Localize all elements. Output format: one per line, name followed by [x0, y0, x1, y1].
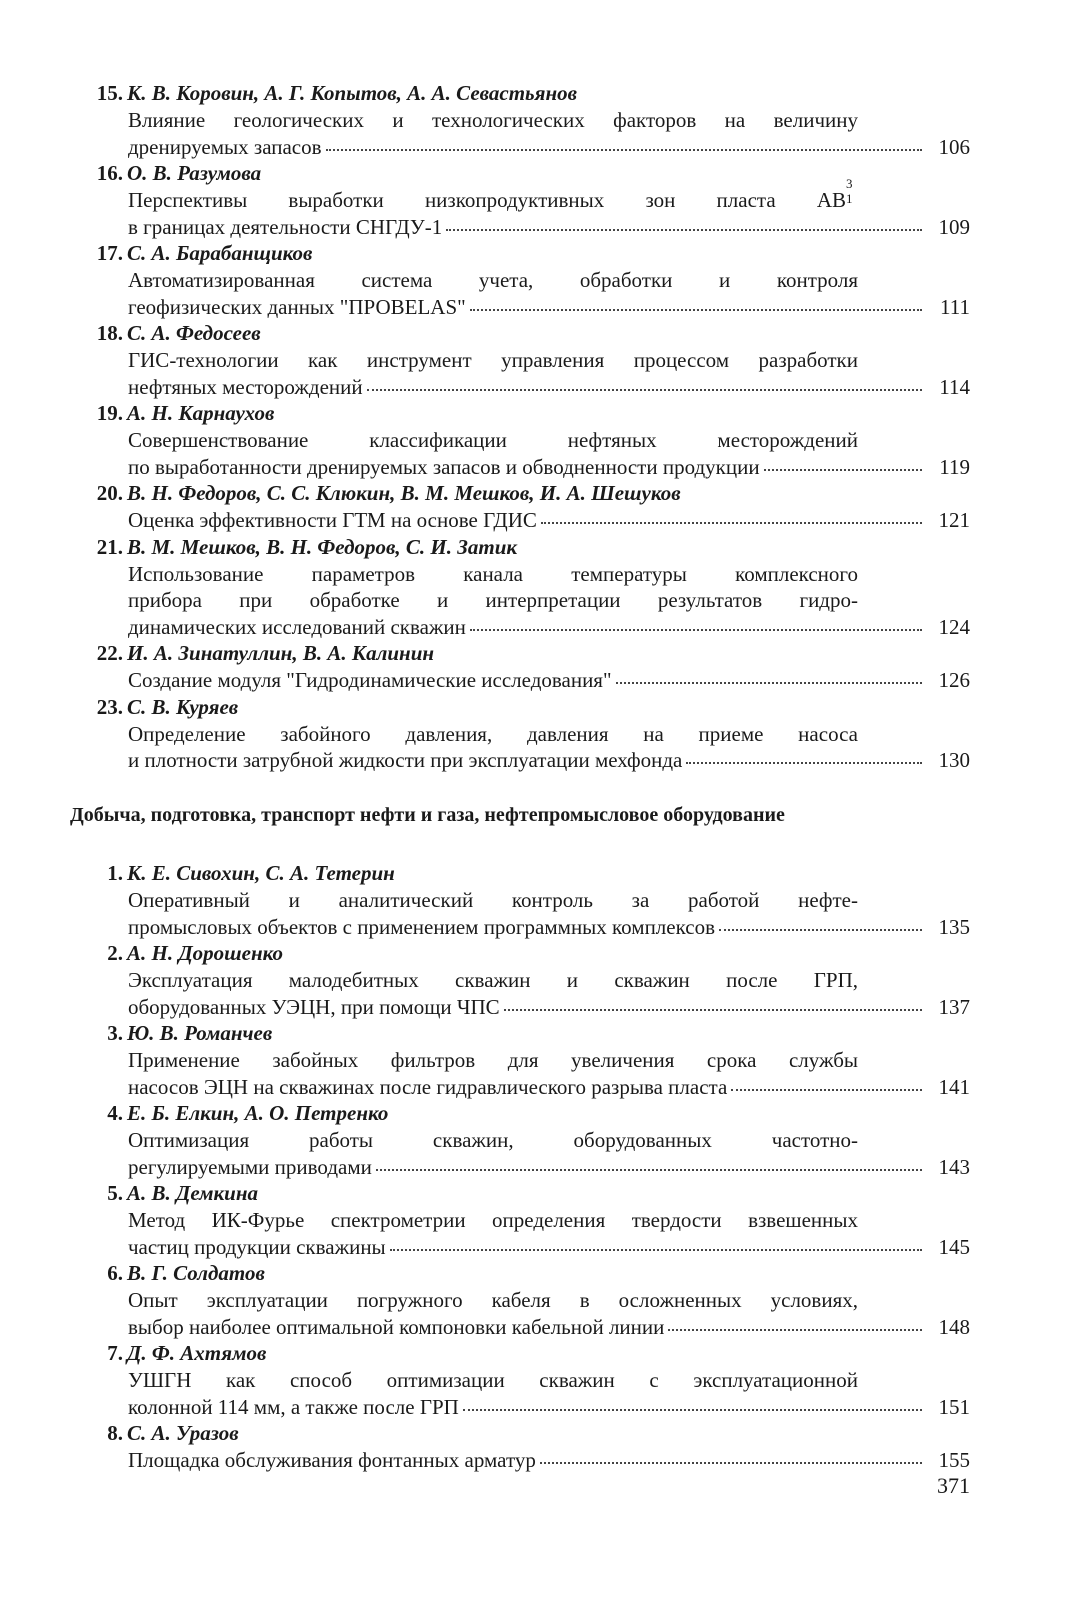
entry-title-text: выбор наиболее оптимальной компоновки кабельной линии	[128, 1314, 665, 1339]
entry-title-text: колонной 114 мм, а также после ГРП	[128, 1394, 459, 1419]
entry-title-last-line	[80, 914, 970, 941]
entry-page-number: 151	[938, 1394, 970, 1419]
entry-page-number: 114	[939, 374, 970, 399]
toc-entry	[80, 480, 970, 534]
entry-page-number: 106	[938, 134, 970, 159]
entry-number: 8.	[107, 1421, 123, 1445]
entry-title-line	[80, 427, 970, 454]
entry-authors: В. Г. Солдатов	[127, 1261, 265, 1285]
entry-number: 7.	[107, 1341, 123, 1365]
entry-heading	[80, 1260, 970, 1287]
entry-page-number: 124	[938, 614, 970, 639]
entry-page-number: 137	[938, 994, 970, 1019]
entry-title-last-line	[80, 614, 970, 641]
entry-title-text: насосов ЭЦН на скважинах после гидравлического разрыва пласта	[128, 1074, 728, 1099]
entry-heading	[80, 320, 970, 347]
entry-authors: О. В. Разумова	[127, 161, 262, 185]
entry-title-line	[80, 107, 970, 134]
entry-title-text: Эксплуатация малодебитных скважин и скважин после ГРП,	[128, 968, 858, 992]
entry-page-number: 111	[940, 294, 970, 319]
entry-authors: Д. Ф. Ахтямов	[127, 1341, 267, 1365]
entry-title-text: регулируемыми приводами	[128, 1154, 372, 1179]
entry-title-last-line	[80, 667, 970, 694]
formula-subscript: 1	[846, 191, 853, 206]
dot-leader	[446, 228, 922, 231]
entry-title-text: промысловых объектов с применением программных комплексов	[128, 914, 716, 939]
entry-authors: С. А. Уразов	[127, 1421, 239, 1445]
entry-title-text: частиц продукции скважины	[128, 1234, 386, 1259]
entry-title-line	[80, 347, 970, 374]
entry-title-last-line	[80, 294, 970, 321]
entry-title-line	[80, 267, 970, 294]
page-number: 371	[937, 1473, 970, 1498]
dot-leader	[616, 681, 922, 684]
entry-authors: К. В. Коровин, А. Г. Копытов, А. А. Севастьянов	[127, 81, 577, 105]
toc-entry	[80, 694, 970, 774]
entry-title-line	[80, 1207, 970, 1234]
entry-title-last-line	[80, 994, 970, 1021]
dot-leader	[686, 761, 922, 764]
toc-entry	[80, 534, 970, 641]
section-heading: Добыча, подготовка, транспорт нефти и газа, нефтепромысловое оборудование	[70, 804, 785, 826]
entry-number: 20.	[96, 481, 123, 505]
dot-leader	[376, 1168, 922, 1171]
entry-authors: В. М. Мешков, В. Н. Федоров, С. И. Затик	[127, 534, 518, 559]
dot-leader	[764, 468, 922, 471]
entry-authors: С. А. Федосеев	[127, 321, 261, 345]
entry-heading	[80, 480, 970, 507]
entry-title-text: Применение забойных фильтров для увеличения срока службы	[128, 1048, 858, 1072]
formula-index	[846, 176, 856, 207]
dot-leader	[470, 308, 922, 311]
toc-entry	[80, 860, 970, 940]
entry-number: 21.	[96, 534, 123, 559]
entry-number: 6.	[107, 1261, 123, 1285]
entry-title-text: ГИС-технологии как инструмент управления процессом разработки	[128, 348, 858, 372]
entry-number: 15.	[96, 81, 123, 105]
toc-entry	[80, 240, 970, 320]
entry-title-line	[80, 721, 970, 748]
entry-title-last-line	[80, 1314, 970, 1341]
entry-heading	[80, 160, 970, 187]
entry-title-text: Оптимизация работы скважин, оборудованных частотно-	[128, 1128, 858, 1152]
entry-authors: А. В. Демкина	[127, 1181, 259, 1205]
entry-title-line	[80, 1367, 970, 1394]
entry-title-text: прибора при обработке и интерпретации результатов гидро-	[128, 588, 858, 612]
entry-title-last-line	[80, 214, 970, 241]
entry-page-number: 121	[938, 508, 970, 532]
entry-title-line	[80, 1047, 970, 1074]
entry-title-text: нефтяных месторождений	[128, 374, 363, 399]
entry-title-text: Определение забойного давления, давления на приеме насоса	[128, 721, 858, 746]
entry-page-number: 135	[938, 914, 970, 939]
dot-leader	[326, 148, 922, 151]
entry-title-line	[80, 176, 970, 214]
toc-list-section-1	[80, 80, 970, 774]
toc-entry	[80, 1100, 970, 1180]
entry-heading	[80, 1420, 970, 1447]
toc-entry	[80, 940, 970, 1020]
entry-page-number: 126	[938, 668, 970, 692]
entry-number: 19.	[96, 401, 123, 425]
entry-title-line	[80, 887, 970, 914]
entry-page-number: 119	[939, 454, 970, 479]
entry-title-line	[80, 587, 970, 614]
entry-title-text: и плотности затрубной жидкости при эксплуатации мехфонда	[128, 748, 683, 772]
entry-heading	[80, 1100, 970, 1127]
entry-title-last-line	[80, 1447, 970, 1474]
entry-heading	[80, 240, 970, 267]
entry-title-text: по выработанности дренируемых запасов и обводненности продукции	[128, 454, 760, 479]
entry-number: 16.	[96, 161, 123, 185]
toc-entry	[80, 320, 970, 400]
entry-title-text: оборудованных УЭЦН, при помощи ЧПС	[128, 994, 500, 1019]
entry-title-text: Влияние геологических и технологических факторов на величину	[128, 108, 858, 132]
entry-title-text: Оперативный и аналитический контроль за работой нефте-	[128, 888, 858, 912]
entry-title-last-line	[80, 1074, 970, 1101]
dot-leader	[731, 1088, 922, 1091]
entry-number: 18.	[96, 321, 123, 345]
entry-authors: И. А. Зинатуллин, В. А. Калинин	[127, 641, 435, 665]
entry-authors: А. Н. Дорошенко	[127, 941, 284, 965]
dot-leader	[540, 1461, 922, 1464]
toc-entry	[80, 1340, 970, 1420]
entry-page-number: 130	[938, 748, 970, 772]
entry-heading	[80, 640, 970, 667]
dot-leader	[470, 628, 922, 631]
entry-title-text: Совершенствование классификации нефтяных месторождений	[128, 428, 858, 452]
dot-leader	[719, 928, 922, 931]
toc-entry	[80, 1180, 970, 1260]
entry-title-text: УШГН как способ оптимизации скважин с эксплуатационной	[128, 1368, 858, 1392]
toc-entry	[80, 1260, 970, 1340]
entry-number: 3.	[107, 1021, 123, 1045]
entry-title-line	[80, 1127, 970, 1154]
entry-page-number: 145	[938, 1234, 970, 1259]
entry-number: 17.	[96, 241, 123, 265]
entry-number: 1.	[107, 861, 123, 885]
dot-leader	[367, 388, 922, 391]
entry-title-last-line	[80, 507, 970, 534]
dot-leader	[504, 1008, 922, 1011]
entry-number: 5.	[107, 1181, 123, 1205]
entry-authors: К. Е. Сивохин, С. А. Тетерин	[127, 861, 395, 885]
entry-heading	[80, 400, 970, 427]
entry-title-last-line	[80, 1154, 970, 1181]
entry-title-line	[80, 561, 970, 588]
entry-heading	[80, 1020, 970, 1047]
entry-title-last-line	[80, 1394, 970, 1421]
entry-authors: С. В. Куряев	[127, 694, 239, 719]
entry-title-last-line	[80, 134, 970, 161]
entry-title-line	[80, 967, 970, 994]
dot-leader	[541, 521, 922, 524]
toc-list-section-2	[80, 860, 970, 1474]
entry-authors: Е. Б. Елкин, А. О. Петренко	[127, 1101, 389, 1125]
entry-page-number: 148	[938, 1314, 970, 1339]
entry-heading	[80, 694, 970, 721]
entry-heading	[80, 860, 970, 887]
toc-entry	[80, 640, 970, 694]
entry-title-text: Перспективы выработки низкопродуктивных зон пласта АВ	[128, 188, 846, 212]
entry-title-text: динамических исследований скважин	[128, 614, 466, 639]
entry-number: 2.	[107, 941, 123, 965]
entry-title-last-line	[80, 374, 970, 401]
entry-page-number: 109	[938, 214, 970, 239]
entry-page-number: 155	[938, 1448, 970, 1472]
entry-title-text: геофизических данных "ПРОBELAS"	[128, 294, 466, 319]
entry-number: 4.	[107, 1101, 123, 1125]
entry-page-number: 143	[938, 1154, 970, 1179]
entry-title-last-line	[80, 747, 970, 774]
formula-superscript: 3	[846, 176, 853, 191]
entry-title-text: Опыт эксплуатации погружного кабеля в осложненных условиях,	[128, 1288, 858, 1312]
toc-entry	[80, 400, 970, 480]
entry-title-text: дренируемых запасов	[128, 134, 322, 159]
entry-heading	[80, 80, 970, 107]
entry-page-number: 141	[938, 1074, 970, 1099]
entry-title-text: Автоматизированная система учета, обработки и контроля	[128, 268, 858, 292]
toc-entry	[80, 1420, 970, 1474]
toc-entry	[80, 160, 970, 240]
entry-title-line	[80, 1287, 970, 1314]
toc-entry	[80, 80, 970, 160]
entry-authors: С. А. Барабанщиков	[127, 241, 313, 265]
entry-heading	[80, 1180, 970, 1207]
entry-authors: В. Н. Федоров, С. С. Клюкин, В. М. Мешков, И. А. Шешуков	[127, 481, 681, 505]
dot-leader	[668, 1328, 922, 1331]
entry-title-text: в границах деятельности СНГДУ-1	[128, 214, 443, 239]
entry-authors: Ю. В. Романчев	[127, 1021, 273, 1045]
entry-number: 22.	[96, 641, 123, 665]
entry-title-text: Оценка эффективности ГТМ на основе ГДИС	[128, 508, 537, 532]
dot-leader	[390, 1248, 922, 1251]
entry-heading	[80, 940, 970, 967]
toc-entry	[80, 1020, 970, 1100]
dot-leader	[463, 1408, 922, 1411]
entry-title-text: Площадка обслуживания фонтанных арматур	[128, 1448, 536, 1472]
entry-heading	[80, 1340, 970, 1367]
entry-title-text: Создание модуля "Гидродинамические исследования"	[128, 668, 612, 692]
entry-authors: А. Н. Карнаухов	[127, 401, 275, 425]
entry-number: 23.	[96, 694, 123, 719]
entry-title-text: Метод ИК-Фурье спектрометрии определения твердости взвешенных	[128, 1208, 858, 1232]
entry-title-last-line	[80, 1234, 970, 1261]
entry-heading	[80, 534, 970, 561]
entry-title-text: Использование параметров канала температуры комплексного	[128, 561, 858, 586]
entry-title-last-line	[80, 454, 970, 481]
